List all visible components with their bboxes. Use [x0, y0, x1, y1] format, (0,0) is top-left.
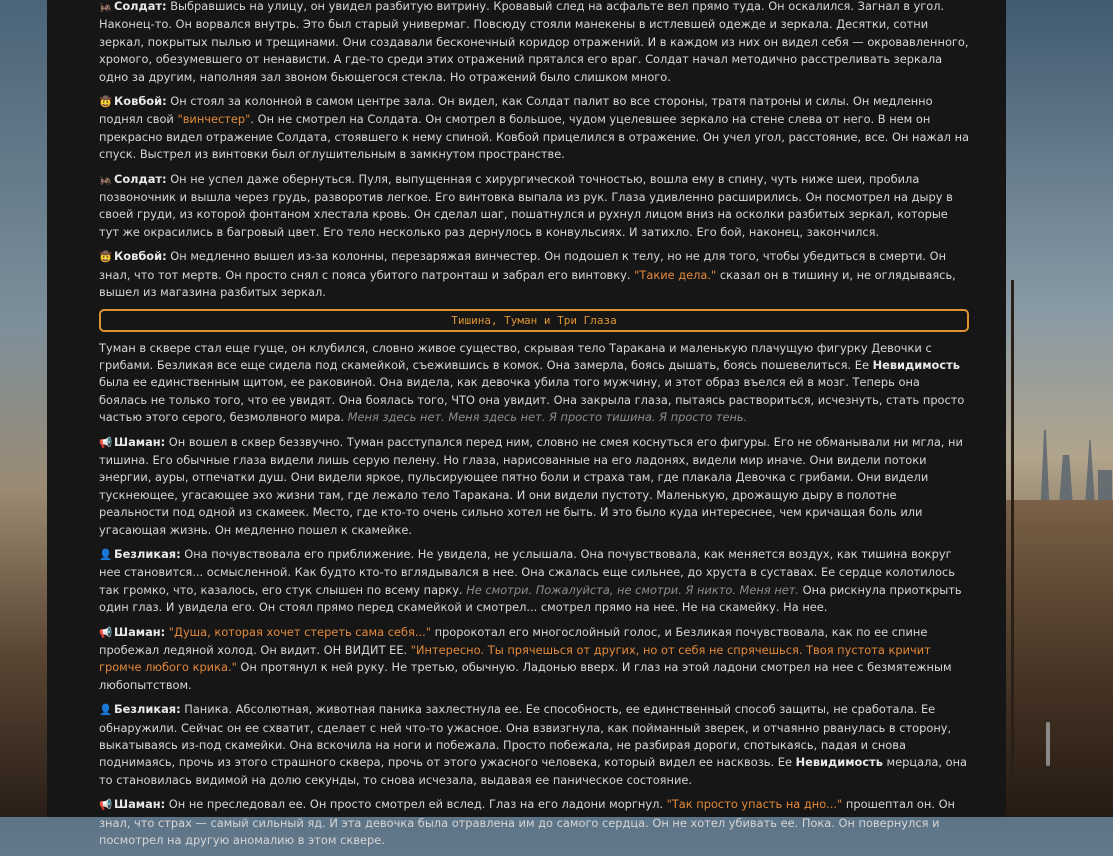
megaphone-icon: 📢	[99, 436, 113, 449]
message	[99, 171, 969, 242]
message-thought: Меня здесь нет. Меня здесь нет. Я просто тишина. Я просто тень.	[347, 410, 748, 425]
scrollbar-thumb[interactable]	[1046, 722, 1050, 766]
soldier-icon: 🦗	[99, 173, 113, 186]
ground-shape	[1006, 500, 1113, 817]
chat-scrollbar[interactable]	[1044, 0, 1052, 817]
pole-shape	[1011, 280, 1014, 780]
message-text: Паника. Абсолютная, животная паника захлестнула ее. Ее способность, ее единственный способ защиты, не сработала. Ее обнаружили. Сейчас он ее схватит, сделает с ней что-то ужасное. Она взвизгнула, как пойманный зверек, и отчаянно рванулась в сторону, выкатываясь из-под скамейки. Она вскочила на ноги и побежала. Просто побежала, не разбирая дороги, спотыкаясь, падая и снова поднимаясь, прочь из этого страшного сквера, прочь от этого ужасного человека, который видел ее насквозь. Ее	[99, 702, 952, 770]
message-text: пророкотал его многослойный голос, и Безликая почувствовала, как по ее спине пробежал ледяной холод. Он видит. ОН ВИДИТ ЕЕ.	[99, 624, 928, 657]
message-text: была ее единственным щитом, ее раковиной. Она видела, как девочка убила того мужчину, и этот образ въелся ей в мозг. Теперь она боялась не только того, что ее увидят. Она боялась того, ЧТО она увидит. Она закрыла глаза, пытаясь раствориться, исчезнуть, стать просто частью этого серого, безмолвного мира.	[99, 375, 965, 425]
message-text: Она рискнула приоткрыть один глаз. И увидела его. Он стоял прямо перед скамейкой и смотрел... смотрел прямо на нее. Не на скамейку. На нее.	[99, 582, 962, 615]
message-quote: "Душа, которая хочет стереть сама себя..."	[165, 624, 431, 639]
ability-name: Невидимость	[795, 755, 883, 770]
message	[99, 546, 969, 617]
message	[99, 248, 969, 301]
message-quote: "Интересно. Ты прячешься от других, но от себя не спрячешься. Твоя пустота кричит громче любого крика."	[99, 643, 931, 675]
speaker-name: Безликая:	[114, 546, 181, 561]
chat-panel	[47, 0, 1006, 848]
message-text: Он протянул к ней руку. Не третью, обычную. Ладонью вверх. И глаз на этой ладони смотрел на нее с безмятежным любопытством.	[99, 660, 952, 692]
message-text: Он медленно вышел из-за колонны, перезаряжая винчестер. Он подошел к телу, но не для того, чтобы убедиться в смерти. Он знал, что тот мертв. Он просто снял с пояса убитого патронташ и забрал его винтовку.	[99, 249, 947, 282]
speaker-name: Ковбой:	[114, 249, 167, 264]
message-text: . Он не смотрел на Солдата. Он смотрел в большое, чудом уцелевшее зеркало на стене слева от него. В нем он прекрасно видел отражение Солдата, стоявшего к нему спиной. Ковбой прицелился в отражение. Он учел угол, расстояние, все. Он нажал на спуск. Выстрел из винтовки был оглушительным в замкнутом пространстве.	[99, 112, 969, 162]
message-text: Он не преследовал ее. Он просто смотрел ей вслед. Глаз на его ладони моргнул.	[165, 797, 667, 812]
message-text: Он вошел в сквер беззвучно. Туман расступался перед ним, словно не смея коснуться его фигуры. Его не обманывали ни мгла, ни тишина. Его обычные глаза видели лишь серую пелену. Но глаза, нарисованные на его ладонях, видели мир иначе. Они видели потоки энергии, ауры, отпечатки душ. Они видели яркое, пульсирующее пятно боли и страха там, где плакала Девочка с грибами. Они видели тускнеющее, угасающее эхо жизни там, где лежало тело Таракана. И они видели пустоту. Маленькую, дрожащую дыру в полотне реальности под одной из скамеек. Место, где кто-то очень сильно хотел не быть. И это было куда интереснее, чем кричащая боль или угасающая жизнь. Он медленно пошел к скамейке.	[99, 434, 963, 537]
message-text: Он не успел даже обернуться. Пуля, выпущенная с хирургической точностью, вошла ему в спину, чуть ниже шеи, пробила позвоночник и вышла через грудь, разворотив легкое. Его винтовка выпала из рук. Глаза удивленно расширились. Он посмотрел на дыру в своей груди, из которой фонтаном хлестала кровь. Он сделал шаг, пошатнулся и рухнул лицом вниз на осколки разбитых зеркал, которые тут же окрасились в багровый цвет. Его тело несколько раз дернулось в конвульсиях. И затихло. Его бой, наконец, закончился.	[99, 171, 953, 239]
message-text: мерцала, она то становилась видимой на долю секунды, то снова исчезала, выдавая ее паническое состояние.	[99, 755, 968, 787]
message-text: Туман в сквере стал еще гуще, он клубился, словно живое существо, скрывая тело Таракана и маленькую плачущую фигурку Девочки с грибами. Безликая все еще сидела под скамейкой, съежившись в комок. Она замерла, боясь дышать, боясь пошевелиться. Ее	[99, 340, 932, 372]
cowboy-icon: 🤠	[99, 251, 113, 264]
person-silhouette-icon: 👤	[99, 704, 113, 717]
speaker-name: Ковбой:	[114, 94, 167, 109]
message	[99, 434, 969, 539]
speaker-name: Шаман:	[114, 624, 166, 639]
message-text: Она почувствовала его приближение. Не увидела, не услышала. Она почувствовала, как меняется воздух, как тишина вокруг нее становится... осмысленной. Как будто кто-то вглядывался в нее. Она сжалась еще сильнее, до хруста в суставах. Ее сердце колотилось так громко, что, казалось, его стук слышен по всему парку.	[99, 546, 955, 597]
megaphone-icon: 📢	[99, 626, 113, 639]
speaker-name: Безликая:	[114, 702, 181, 717]
message-text: сказал он в тишину и, не оглядываясь, вышел из магазина разбитых зеркал.	[99, 267, 956, 300]
message	[99, 796, 969, 849]
background-right	[1006, 0, 1113, 817]
person-silhouette-icon: 👤	[99, 548, 113, 561]
message	[99, 624, 969, 695]
message	[99, 93, 969, 164]
cowboy-icon: 🤠	[99, 96, 113, 109]
message-list	[99, 0, 969, 856]
message	[99, 701, 969, 789]
message-quote: "Так просто упасть на дно..."	[666, 797, 843, 812]
background-left	[0, 0, 47, 817]
speaker-name: Солдат:	[114, 171, 167, 186]
speaker-name: Солдат:	[114, 0, 167, 13]
speaker-name: Шаман:	[114, 797, 166, 812]
megaphone-icon: 📢	[99, 799, 113, 812]
message-quote: "Такие дела."	[634, 267, 717, 282]
message-text: прошептал он. Он знал, что страх — самый сильный яд. И эта девочка была отравлена им до самого сердца. Он не хотел убивать ее. Пока. Он повернулся и посмотрел на другую аномалию в этом сквере.	[99, 797, 955, 848]
message-text: Он стоял за колонной в самом центре зала. Он видел, как Солдат палит во все стороны, тратя патроны и силы. Он медленно поднял свой	[99, 94, 933, 127]
scene-divider: Тишина, Туман и Три Глаза	[99, 309, 969, 332]
soldier-icon: 🦗	[99, 1, 113, 13]
message	[99, 340, 969, 427]
message-quote: "винчестер"	[177, 112, 251, 127]
speaker-name: Шаман:	[114, 434, 166, 449]
message	[99, 0, 969, 86]
ability-name: Невидимость	[872, 357, 960, 372]
message-text: Выбравшись на улицу, он увидел разбитую витрину. Кровавый след на асфальте вел прямо туда. Он оскалился. Загнал в угол. Наконец-то. Он ворвался внутрь. Это был старый универмаг. Повсюду стояли манекены в истлевшей одежде и зеркала. Десятки, сотни зеркал, покрытых пылью и трещинами. Они создавали бесконечный коридор отражений. И в каждом из них он видел себя — окровавленного, хромого, обезумевшего от ненависти. А где-то среди этих отражений прятался его враг. Солдат начал методично расстреливать зеркала одно за другим, наполняя зал звоном бьющегося стекла. Но отражений было слишком много.	[99, 0, 969, 84]
message-thought: Не смотри. Пожалуйста, не смотри. Я никто. Меня нет.	[466, 582, 800, 597]
